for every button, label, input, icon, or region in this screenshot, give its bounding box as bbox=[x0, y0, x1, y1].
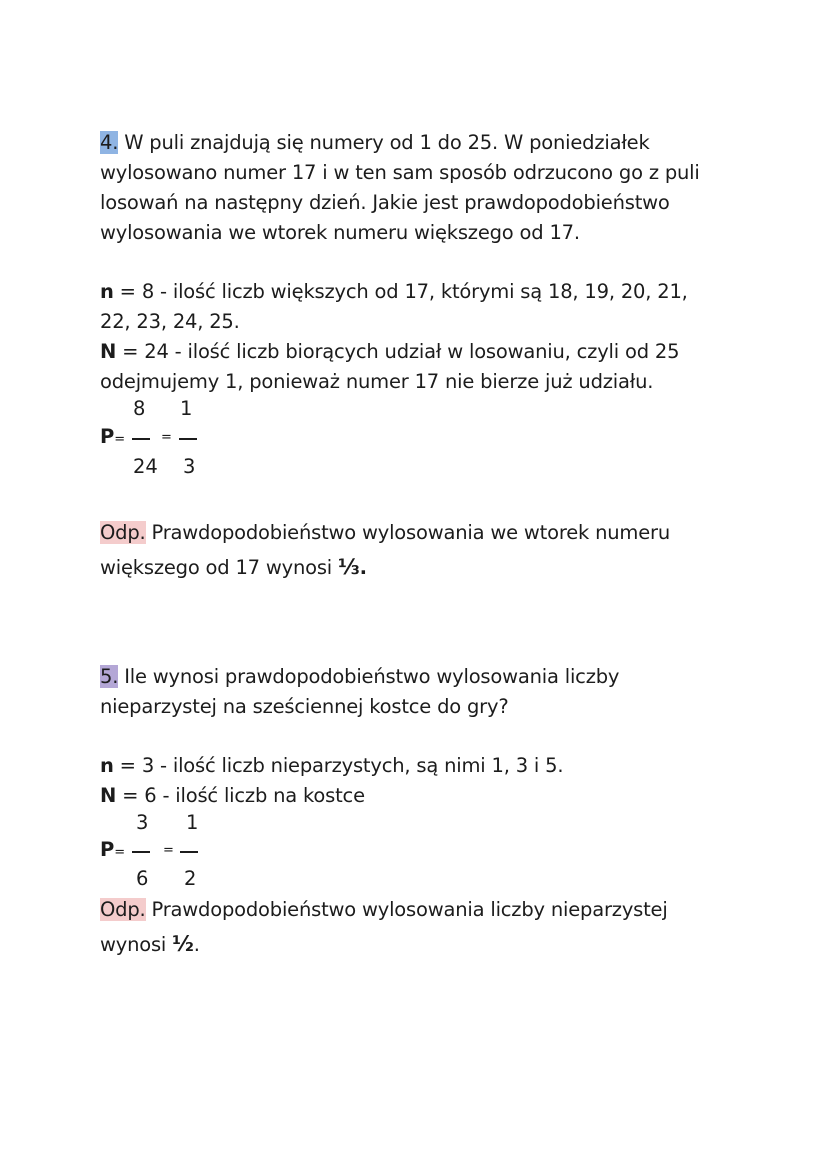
n-text: = 8 - ilość liczb większych od 17, którymi są 18, 19, 20, 21, bbox=[113, 280, 688, 303]
denominator: 2 bbox=[184, 867, 197, 890]
answer-text: Prawdopodobieństwo wylosowania liczby nieparzystej bbox=[145, 898, 668, 921]
answer-label: Odp. bbox=[100, 898, 146, 921]
n-definition bbox=[100, 751, 740, 811]
answer-text: większego od 17 wynosi bbox=[100, 556, 339, 579]
equals-sign: = bbox=[161, 430, 172, 445]
p-label: P= bbox=[100, 425, 126, 448]
numerator: 8 bbox=[133, 397, 146, 420]
equals-sign: = bbox=[163, 843, 174, 858]
question-line: wylosowania we wtorek numeru większego od 17. bbox=[100, 221, 580, 244]
answer-value: ⅓ bbox=[338, 555, 360, 579]
fraction-bar bbox=[179, 438, 197, 440]
answer-text: Prawdopodobieństwo wylosowania we wtorek numeru bbox=[145, 521, 670, 544]
fraction-bar bbox=[180, 851, 198, 853]
problem-4-question bbox=[100, 128, 740, 248]
question-line: nieparzystej na sześciennej kostce do gry? bbox=[100, 695, 509, 718]
answer-value: ½ bbox=[172, 932, 194, 956]
n-definition bbox=[100, 277, 740, 397]
n-text: = 3 - ilość liczb nieparzystych, są nimi 1, 3 i 5. bbox=[113, 754, 564, 777]
question-line: W puli znajdują się numery od 1 do 25. W poniedziałek bbox=[118, 131, 650, 154]
n-variable: n bbox=[100, 754, 114, 777]
answer-label: Odp. bbox=[100, 521, 146, 544]
problem-5 bbox=[100, 662, 740, 962]
n-text: 22, 23, 24, 25. bbox=[100, 310, 240, 333]
problem-number-5: 5. bbox=[100, 665, 119, 688]
question-line: wylosowano numer 17 i w ten sam sposób odrzucono go z puli bbox=[100, 161, 700, 184]
answer-text: wynosi bbox=[100, 933, 173, 956]
period: . bbox=[359, 556, 367, 579]
fraction-bar bbox=[132, 438, 150, 440]
period: . bbox=[193, 933, 200, 956]
denominator: 6 bbox=[136, 867, 149, 890]
N-text: = 6 - ilość liczb na kostce bbox=[116, 784, 365, 807]
denominator: 24 bbox=[133, 455, 158, 478]
question-line: Ile wynosi prawdopodobieństwo wylosowania liczby bbox=[118, 665, 620, 688]
N-variable: N bbox=[100, 784, 117, 807]
p-label: P= bbox=[100, 838, 126, 861]
N-text: = 24 - ilość liczb biorących udział w losowaniu, czyli od 25 bbox=[116, 340, 680, 363]
problem-5-question bbox=[100, 662, 740, 722]
problem-4 bbox=[100, 128, 740, 585]
N-text: odejmujemy 1, ponieważ numer 17 nie bierze już udziału. bbox=[100, 370, 654, 393]
document-page bbox=[100, 128, 740, 962]
denominator: 3 bbox=[183, 455, 196, 478]
numerator: 1 bbox=[186, 811, 199, 834]
fraction-bar bbox=[132, 851, 150, 853]
numerator: 1 bbox=[180, 397, 193, 420]
probability-formula bbox=[100, 811, 740, 893]
answer-5 bbox=[100, 893, 740, 962]
numerator: 3 bbox=[136, 811, 149, 834]
N-variable: N bbox=[100, 340, 117, 363]
answer-4 bbox=[100, 516, 740, 585]
question-line: losowań na następny dzień. Jakie jest prawdopodobieństwo bbox=[100, 191, 670, 214]
problem-number-4: 4. bbox=[100, 131, 119, 154]
n-variable: n bbox=[100, 280, 114, 303]
probability-formula bbox=[100, 397, 740, 487]
